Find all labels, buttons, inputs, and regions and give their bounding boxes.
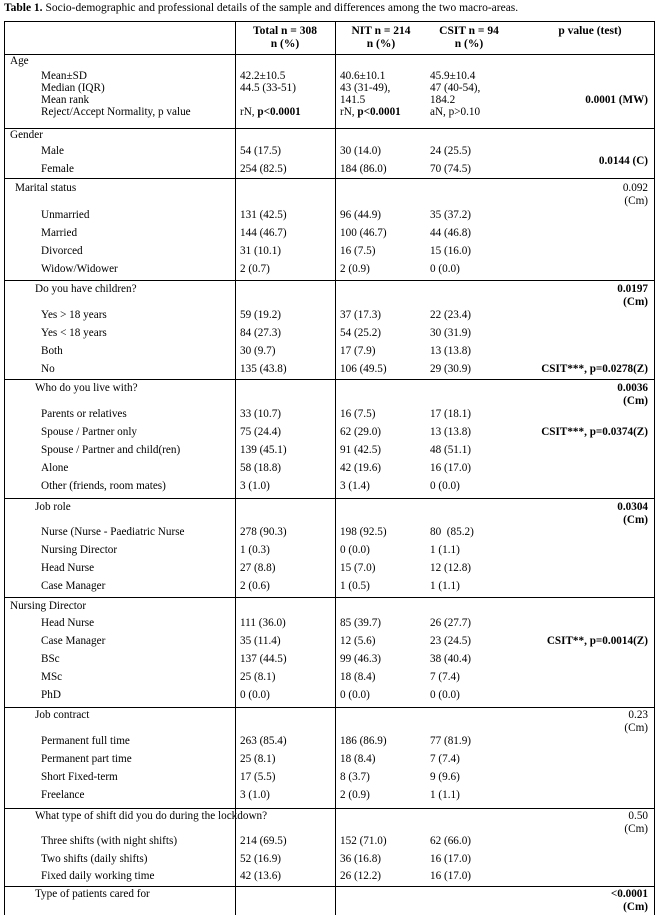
cell-total: 17 (5.5) (240, 771, 276, 783)
row-label: Case Manager (41, 635, 106, 647)
section-title: Job contract (35, 709, 90, 721)
cell-csit: 9 (9.6) (430, 771, 460, 783)
cell-nit: 0 (0.0) (340, 544, 370, 556)
row-label: PhD (41, 689, 61, 701)
cell-total: 84 (27.3) (240, 327, 282, 339)
p-test: (Cm) (624, 195, 648, 207)
cell-nit: 85 (39.7) (340, 617, 382, 629)
cell-nit: 2 (0.9) (340, 789, 370, 801)
section-nursing-director (5, 597, 654, 708)
cell-total: 144 (46.7) (240, 227, 287, 239)
table-caption-text: Socio-demographic and professional details of the sample and differences among the two macro-areas. (45, 2, 519, 14)
cell-total: 3 (1.0) (240, 789, 270, 801)
cell-nit: 8 (3.7) (340, 771, 370, 783)
cell-csit: 0 (0.0) (430, 480, 460, 492)
cell-nit: 0 (0.0) (340, 689, 370, 701)
cell-total: 3 (1.0) (240, 480, 270, 492)
section-job-role (5, 498, 654, 598)
cell-csit: 38 (40.4) (430, 653, 472, 665)
row-label: Parents or relatives (41, 408, 127, 420)
row-label: Married (41, 227, 78, 239)
cell-csit: 13 (13.8) (430, 426, 472, 438)
cell-nit: rN, p<0.0001 (340, 106, 401, 118)
header-csit: CSIT n = 94 n (%) (439, 25, 499, 50)
cell-csit: 15 (16.0) (430, 245, 472, 257)
cell-nit: 15 (7.0) (340, 562, 376, 574)
cell-total: 25 (8.1) (240, 671, 276, 683)
post-hoc: CSIT***, p=0.0374(Z) (541, 426, 648, 438)
cell-nit: 96 (44.9) (340, 209, 382, 221)
cell-total: 30 (9.7) (240, 345, 276, 357)
section-patients (5, 886, 654, 916)
post-hoc: CSIT**, p=0.0014(Z) (546, 635, 648, 647)
p-value: 0.23 (628, 709, 648, 721)
p-value: 0.0144 (C) (598, 155, 648, 167)
cell-nit: 152 (71.0) (340, 835, 387, 847)
row-label: Widow/Widower (41, 263, 118, 275)
row-label: Female (41, 163, 74, 175)
section-title: Type of patients cared for (35, 888, 150, 900)
post-hoc: CSIT***, p=0.0278(Z) (541, 363, 648, 375)
cell-csit: 12 (12.8) (430, 562, 472, 574)
row-label: Reject/Accept Normality, p value (41, 106, 191, 118)
row-label: Head Nurse (41, 562, 95, 574)
cell-nit: 42 (19.6) (340, 462, 382, 474)
cell-total: 31 (10.1) (240, 245, 282, 257)
data-table (4, 21, 655, 915)
cell-nit: 36 (16.8) (340, 853, 382, 865)
table-header (5, 22, 654, 55)
cell-csit: 80 (85.2) (430, 526, 474, 538)
cell-nit: 16 (7.5) (340, 245, 376, 257)
row-label: Mean±SD (41, 70, 87, 82)
row-label: Short Fixed-term (41, 771, 118, 783)
row-label: Both (41, 345, 63, 357)
row-label: Permanent full time (41, 735, 130, 747)
cell-nit: 141.5 (340, 94, 366, 106)
cell-nit: 2 (0.9) (340, 263, 370, 275)
cell-nit: 18 (8.4) (340, 753, 376, 765)
cell-nit: 37 (17.3) (340, 309, 382, 321)
row-label: BSc (41, 653, 60, 665)
p-value: 0.0197 (617, 283, 648, 295)
cell-csit: 48 (51.1) (430, 444, 472, 456)
cell-total: 75 (24.4) (240, 426, 282, 438)
section-title: Who do you live with? (35, 382, 138, 394)
cell-nit: 184 (86.0) (340, 163, 387, 175)
cell-total: 42.2±10.5 (240, 70, 286, 82)
cell-csit: 0 (0.0) (430, 689, 460, 701)
cell-csit: 62 (66.0) (430, 835, 472, 847)
cell-nit: 100 (46.7) (340, 227, 387, 239)
cell-csit: 1 (1.1) (430, 789, 460, 801)
cell-csit: 16 (17.0) (430, 870, 472, 882)
row-label: Three shifts (with night shifts) (41, 835, 178, 847)
section-title: Nursing Director (10, 600, 87, 612)
cell-total: 135 (43.8) (240, 363, 287, 375)
row-label: Case Manager (41, 580, 106, 592)
row-label: Divorced (41, 245, 83, 257)
cell-total: 44.5 (33-51) (240, 82, 296, 94)
row-label: No (41, 363, 55, 375)
cell-csit: 7 (7.4) (430, 753, 460, 765)
section-title: Do you have children? (35, 283, 137, 295)
row-label: Two shifts (daily shifts) (41, 853, 148, 865)
p-value: 0.0001 (MW) (585, 94, 648, 106)
cell-csit: 1 (1.1) (430, 580, 460, 592)
header-nit: NIT n = 214 n (%) (351, 25, 411, 50)
cell-nit: 40.6±10.1 (340, 70, 386, 82)
section-live-with (5, 379, 654, 499)
row-label: Male (41, 145, 64, 157)
section-gender (5, 128, 654, 179)
section-title: Age (10, 55, 29, 67)
cell-total: 0 (0.0) (240, 689, 270, 701)
cell-csit: aN, p>0.10 (430, 106, 481, 118)
row-label: Head Nurse (41, 617, 95, 629)
cell-csit: 184.2 (430, 94, 456, 106)
cell-csit: 16 (17.0) (430, 462, 472, 474)
cell-total: 1 (0.3) (240, 544, 270, 556)
cell-total: 52 (16.9) (240, 853, 282, 865)
cell-csit: 70 (74.5) (430, 163, 472, 175)
section-job-contract (5, 707, 654, 809)
cell-total: 111 (36.0) (240, 617, 286, 629)
cell-csit: 16 (17.0) (430, 853, 472, 865)
row-label: Yes < 18 years (41, 327, 107, 339)
cell-total: 2 (0.6) (240, 580, 270, 592)
p-test: (Cm) (623, 901, 648, 913)
cell-total: 137 (44.5) (240, 653, 287, 665)
row-label: Alone (41, 462, 69, 474)
p-value: 0.0304 (617, 501, 648, 513)
cell-nit: 54 (25.2) (340, 327, 382, 339)
cell-csit: 30 (31.9) (430, 327, 472, 339)
cell-csit: 0 (0.0) (430, 263, 460, 275)
section-age (5, 54, 654, 129)
cell-csit: 29 (30.9) (430, 363, 472, 375)
cell-total: 58 (18.8) (240, 462, 282, 474)
cell-nit: 18 (8.4) (340, 671, 376, 683)
cell-csit: 1 (1.1) (430, 544, 460, 556)
cell-total: 54 (17.5) (240, 145, 282, 157)
cell-nit: 26 (12.2) (340, 870, 382, 882)
p-test: (Cm) (623, 395, 648, 407)
cell-nit: 99 (46.3) (340, 653, 382, 665)
section-title: What type of shift did you do during the lockdown? (35, 810, 268, 822)
p-test: (Cm) (624, 823, 648, 835)
row-label: Nursing Director (41, 544, 118, 556)
cell-total: 254 (82.5) (240, 163, 287, 175)
cell-nit: 186 (86.9) (340, 735, 387, 747)
cell-total: 139 (45.1) (240, 444, 287, 456)
cell-csit: 35 (37.2) (430, 209, 472, 221)
cell-nit: 43 (31-49), (340, 82, 391, 94)
cell-nit: 91 (42.5) (340, 444, 382, 456)
cell-csit: 45.9±10.4 (430, 70, 476, 82)
cell-total: 42 (13.6) (240, 870, 282, 882)
table-caption (4, 2, 518, 14)
cell-total: rN, p<0.0001 (240, 106, 301, 118)
p-value: 0.092 (622, 182, 648, 194)
cell-total: 2 (0.7) (240, 263, 270, 275)
cell-csit: 26 (27.7) (430, 617, 472, 629)
section-title: Job role (35, 501, 71, 513)
row-label: Spouse / Partner only (41, 426, 138, 438)
cell-nit: 12 (5.6) (340, 635, 376, 647)
cell-nit: 3 (1.4) (340, 480, 370, 492)
cell-total: 278 (90.3) (240, 526, 287, 538)
row-label: Nurse (Nurse - Paediatric Nurse (41, 526, 185, 538)
p-test: (Cm) (623, 514, 648, 526)
table-caption-label: Table 1. (4, 2, 43, 14)
header-total: Total n = 308 n (%) (253, 25, 317, 50)
cell-nit: 106 (49.5) (340, 363, 387, 375)
cell-nit: 1 (0.5) (340, 580, 370, 592)
p-test: (Cm) (624, 722, 648, 734)
cell-total: 131 (42.5) (240, 209, 287, 221)
cell-csit: 24 (25.5) (430, 145, 472, 157)
cell-csit: 7 (7.4) (430, 671, 460, 683)
row-label: Spouse / Partner and child(ren) (41, 444, 181, 456)
p-value: 0.0036 (617, 382, 648, 394)
section-title: Gender (10, 129, 43, 141)
cell-nit: 198 (92.5) (340, 526, 387, 538)
section-title: Marital status (15, 182, 77, 194)
row-label: Yes > 18 years (41, 309, 107, 321)
cell-csit: 77 (81.9) (430, 735, 472, 747)
cell-total: 33 (10.7) (240, 408, 282, 420)
cell-csit: 13 (13.8) (430, 345, 472, 357)
section-shift (5, 808, 654, 887)
cell-total: 27 (8.8) (240, 562, 276, 574)
row-label: Other (friends, room mates) (41, 480, 166, 492)
section-marital-status (5, 178, 654, 281)
row-label: Mean rank (41, 94, 90, 106)
cell-total: 263 (85.4) (240, 735, 287, 747)
p-test: (Cm) (623, 296, 648, 308)
row-label: Median (IQR) (41, 82, 105, 94)
cell-nit: 62 (29.0) (340, 426, 382, 438)
cell-csit: 47 (40-54), (430, 82, 481, 94)
row-label: Unmarried (41, 209, 90, 221)
row-label: Permanent part time (41, 753, 132, 765)
p-value: 0.50 (628, 810, 648, 822)
cell-nit: 30 (14.0) (340, 145, 382, 157)
cell-nit: 17 (7.9) (340, 345, 376, 357)
header-p-value: p value (test) (558, 25, 622, 37)
cell-total: 35 (11.4) (240, 635, 281, 647)
cell-csit: 17 (18.1) (430, 408, 472, 420)
p-value: <0.0001 (610, 888, 648, 900)
row-label: Fixed daily working time (41, 870, 155, 882)
cell-total: 214 (69.5) (240, 835, 287, 847)
cell-total: 25 (8.1) (240, 753, 276, 765)
cell-csit: 44 (46.8) (430, 227, 472, 239)
row-label: Freelance (41, 789, 85, 801)
cell-csit: 22 (23.4) (430, 309, 472, 321)
row-label: MSc (41, 671, 63, 683)
section-children (5, 280, 654, 380)
cell-csit: 23 (24.5) (430, 635, 472, 647)
cell-total: 59 (19.2) (240, 309, 282, 321)
cell-nit: 16 (7.5) (340, 408, 376, 420)
